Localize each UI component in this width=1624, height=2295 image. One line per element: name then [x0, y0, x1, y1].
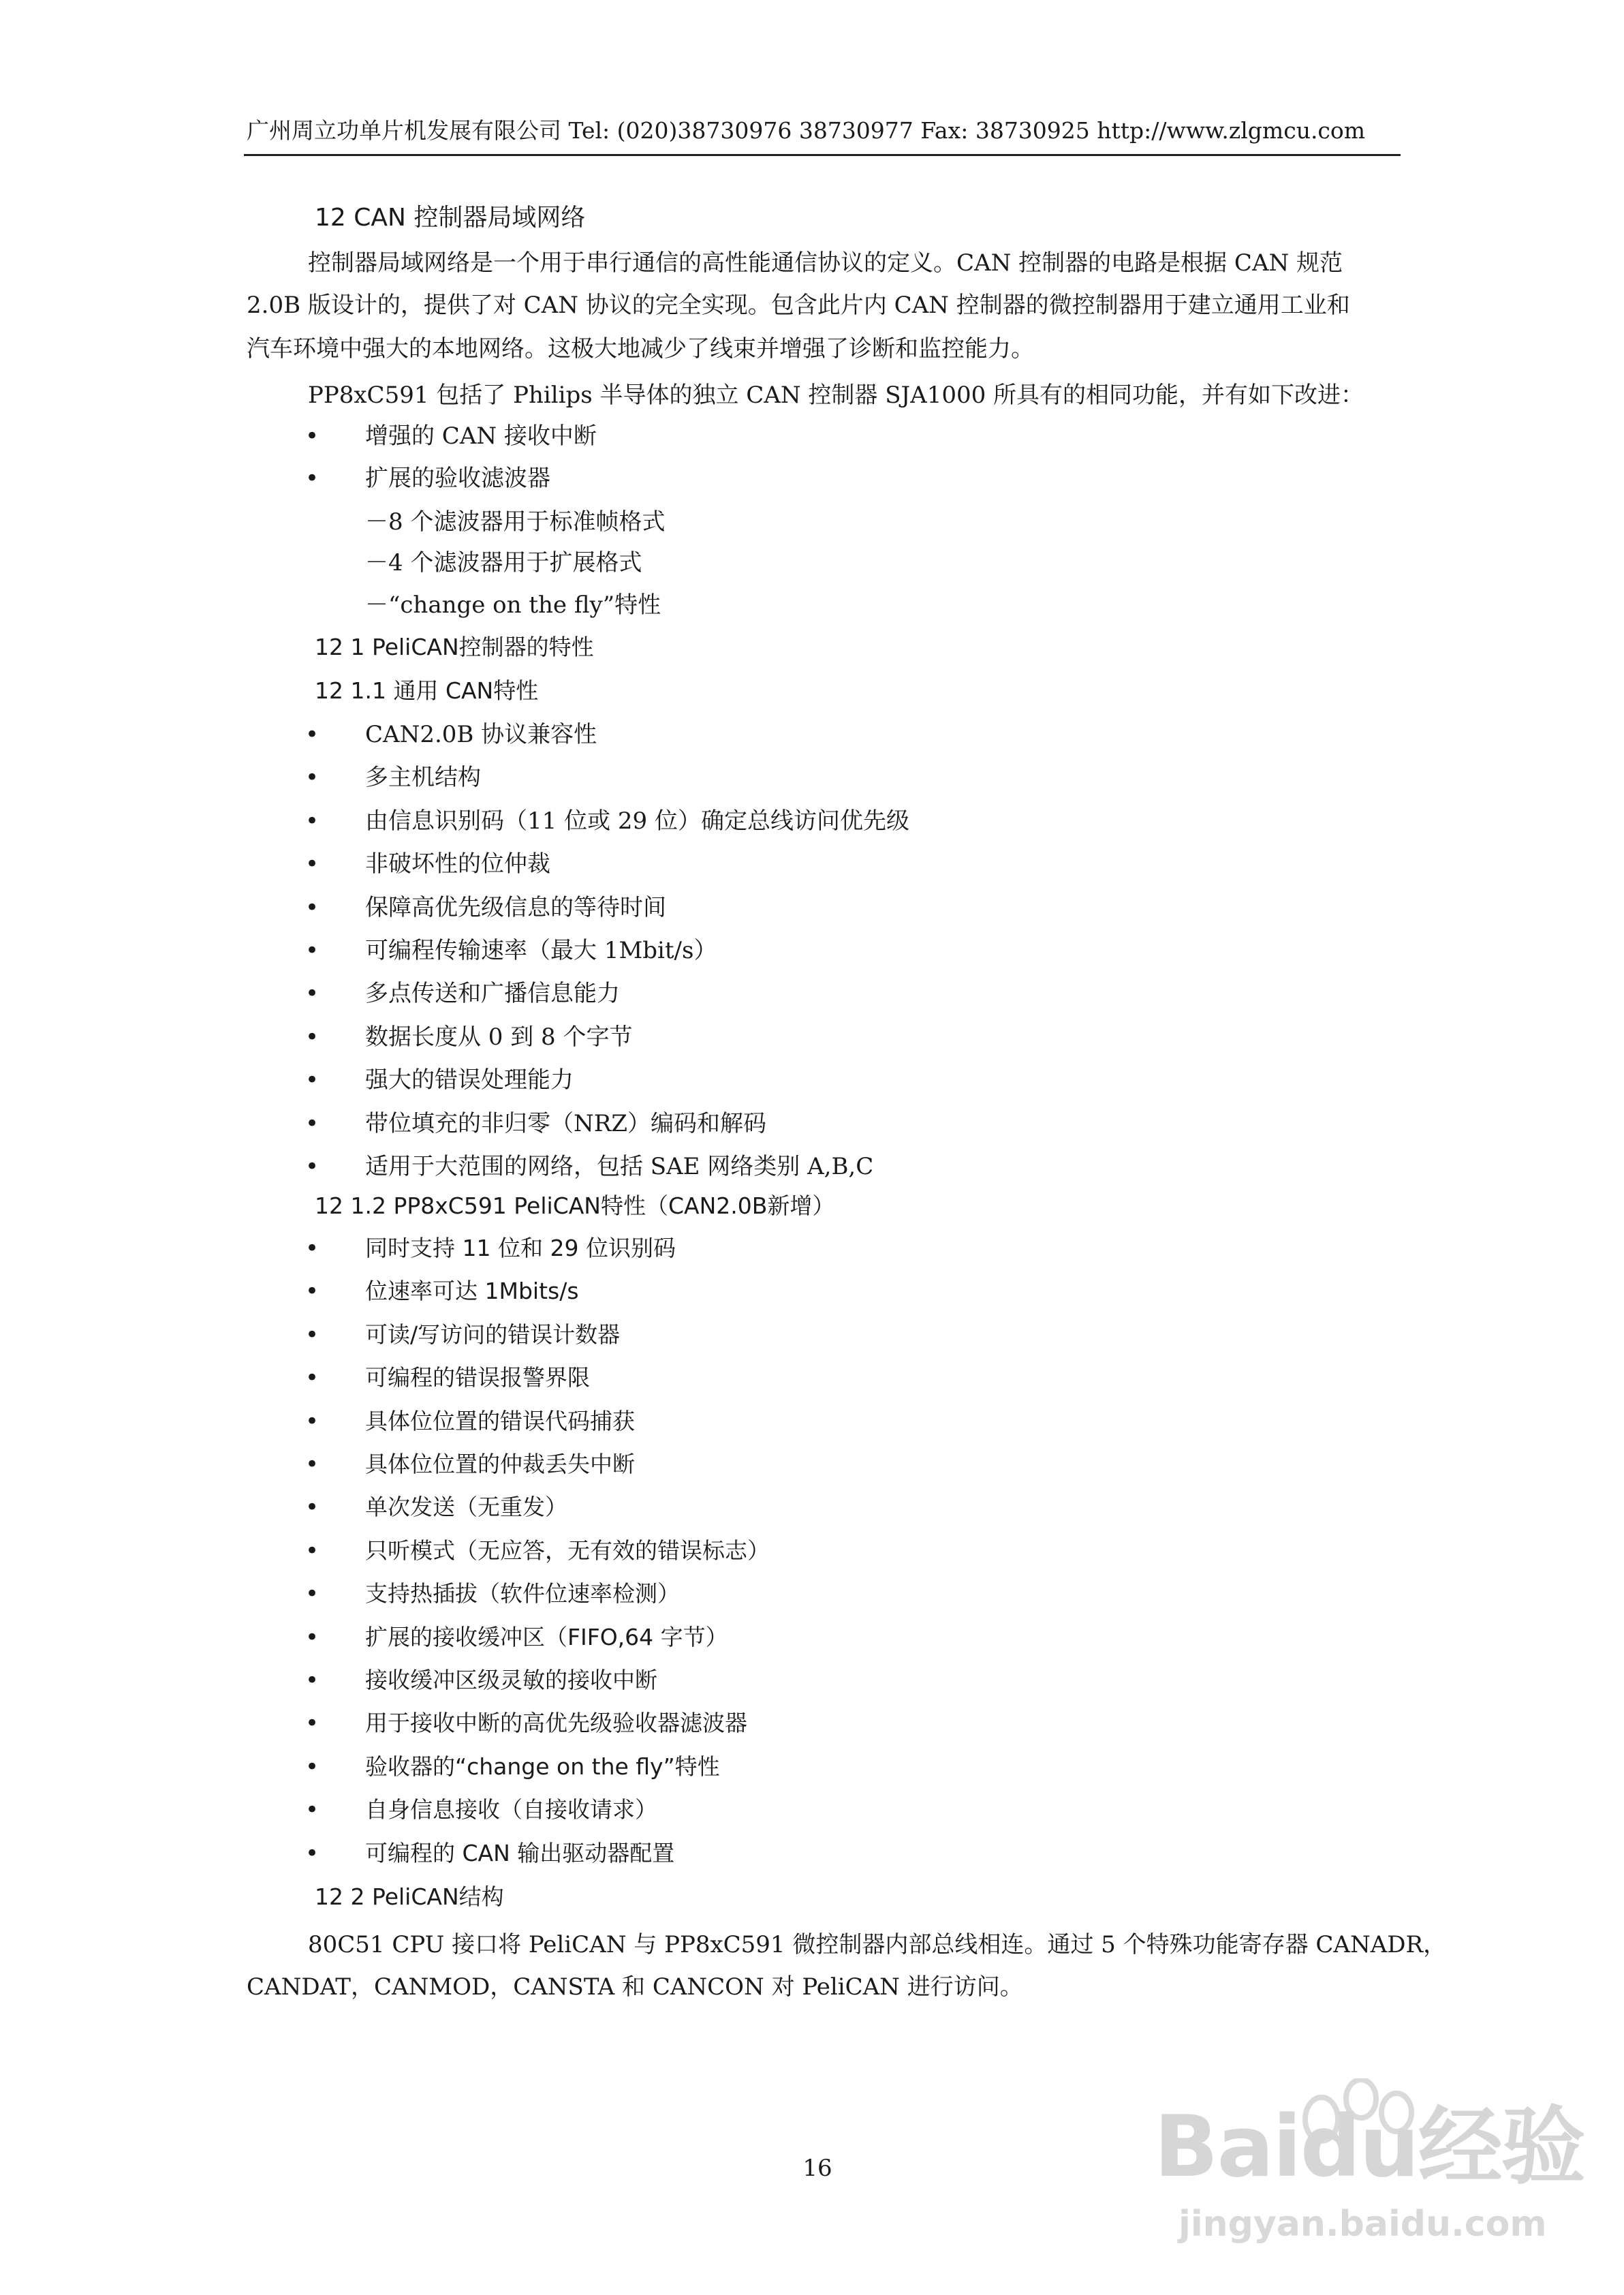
bullet-icon: •: [305, 850, 319, 878]
bullet-icon: •: [305, 1023, 319, 1051]
page-number: 16: [802, 2155, 832, 2182]
bullet-icon: •: [305, 893, 319, 921]
pelican-feature-item-text: 验收器的“change on the fly”特性: [365, 1753, 720, 1780]
bullet-icon: •: [305, 1278, 319, 1306]
general-feature-item-text: 带位填充的非归零（NRZ）编码和解码: [365, 1109, 766, 1137]
bullet-icon: •: [305, 1537, 319, 1565]
pelican-feature-item-text: 只听模式（无应答，无有效的错误标志）: [365, 1537, 770, 1564]
bullet-icon: •: [305, 1407, 319, 1435]
bullet-icon: •: [305, 1321, 319, 1349]
pelican-feature-item-text: 单次发送（无重发）: [365, 1494, 567, 1521]
bullet-icon: •: [305, 980, 319, 1008]
general-feature-item-text: 可编程传输速率（最大 1Mbit/s）: [365, 937, 717, 964]
general-feature-item-text: 多主机结构: [365, 764, 481, 792]
watermark-brand: Baidu经验: [1154, 2098, 1584, 2196]
bullet-icon: •: [305, 1153, 319, 1180]
bullet-icon: •: [305, 1109, 319, 1137]
pelican-feature-item-text: 用于接收中断的高优先级验收器滤波器: [365, 1710, 747, 1737]
intro-line-3: 汽车环境中强大的本地网络。这极大地减少了线束并增强了诊断和监控能力。: [247, 335, 1034, 363]
bullet-icon: •: [305, 1580, 319, 1608]
bullet-icon: •: [305, 1796, 319, 1824]
bullet-icon: •: [305, 937, 319, 964]
bullet-icon: •: [305, 764, 319, 792]
subsection-1-2-heading: 12 1.2 PP8xC591 PeliCAN特性（CAN2.0B新增）: [315, 1192, 835, 1219]
bullet-icon: •: [305, 1451, 319, 1478]
general-feature-item-text: 保障高优先级信息的等待时间: [365, 893, 666, 921]
pelican-feature-item-text: 具体位位置的仲裁丢失中断: [365, 1451, 635, 1477]
pelican-feature-item-text: 接收缓冲区级灵敏的接收中断: [365, 1667, 657, 1693]
pelican-feature-item-text: 自身信息接收（自接收请求）: [365, 1796, 657, 1823]
general-feature-item-text: 强大的错误处理能力: [365, 1066, 574, 1094]
bullet-icon: •: [305, 1235, 319, 1262]
pelican-feature-item-text: 位速率可达 1Mbits/s: [365, 1278, 579, 1305]
intro-line-2: 2.0B 版设计的，提供了对 CAN 协议的完全实现。包含此片内 CAN 控制器的微控制器用于建立通用工业和: [247, 292, 1350, 319]
pelican-feature-item-text: 可编程的 CAN 输出驱动器配置: [365, 1839, 675, 1866]
pelican-feature-item-text: 可编程的错误报警界限: [365, 1364, 590, 1391]
page-header: 广州周立功单片机发展有限公司 Tel: (020)38730976 38730977 Fax: 38730925 http://www.zlgmcu.com: [247, 117, 1366, 144]
bullet-icon: •: [305, 1066, 319, 1094]
intro-summary: PP8xC591 包括了 Philips 半导体的独立 CAN 控制器 SJA1000 所具有的相同功能，并有如下改进：: [308, 382, 1364, 409]
subsection-2-heading: 12 2 PeliCAN结构: [315, 1883, 504, 1910]
pelican-feature-item-text: 同时支持 11 位和 29 位识别码: [365, 1235, 676, 1261]
bullet-icon: •: [305, 721, 319, 748]
subsection-1-heading: 12 1 PeliCAN控制器的特性: [315, 634, 594, 660]
bullet-icon: •: [305, 1839, 319, 1867]
subsection-1-1-heading: 12 1.1 通用 CAN特性: [315, 677, 539, 704]
watermark-url: jingyan.baidu.com: [1178, 2204, 1547, 2245]
bullet-icon: •: [305, 1710, 319, 1738]
filter-detail-2: －4 个滤波器用于扩展格式: [365, 549, 642, 576]
bullet-icon: •: [305, 1623, 319, 1651]
bullet-icon: •: [305, 1364, 319, 1392]
general-feature-item-text: 非破坏性的位仲裁: [365, 850, 550, 878]
pelican-feature-item-text: 扩展的接收缓冲区（FIFO,64 字节）: [365, 1623, 728, 1650]
general-feature-item-text: 数据长度从 0 到 8 个字节: [365, 1023, 633, 1051]
baidu-jingyan-watermark: [1151, 2078, 1584, 2255]
section-title: 12 CAN 控制器局域网络: [315, 204, 586, 232]
pelican-feature-item-text: 具体位位置的错误代码捕获: [365, 1407, 635, 1434]
general-feature-item-text: CAN2.0B 协议兼容性: [365, 721, 597, 748]
general-feature-item-text: 适用于大范围的网络，包括 SAE 网络类别 A,B,C: [365, 1153, 874, 1180]
intro-line-1: 控制器局域网络是一个用于串行通信的高性能通信协议的定义。CAN 控制器的电路是根据 CAN 规范: [308, 249, 1343, 277]
filter-detail-3: －“change on the fly”特性: [365, 591, 661, 619]
bullet-icon: •: [305, 422, 319, 450]
pelican-feature-item-text: 支持热插拔（软件位速率检测）: [365, 1580, 680, 1607]
bullet-icon: •: [305, 465, 319, 492]
bullet-icon: •: [305, 1494, 319, 1522]
structure-line-1: 80C51 CPU 接口将 PeliCAN 与 PP8xC591 微控制器内部总线相连。通过 5 个特殊功能寄存器 CANADR，: [308, 1931, 1447, 1958]
filter-detail-1: －8 个滤波器用于标准帧格式: [365, 508, 666, 536]
general-feature-item-text: 多点传送和广播信息能力: [365, 980, 620, 1008]
header-rule: [244, 154, 1401, 156]
pelican-feature-item-text: 可读/写访问的错误计数器: [365, 1321, 621, 1348]
bullet-icon: •: [305, 1753, 319, 1781]
bullet-icon: •: [305, 1667, 319, 1694]
structure-line-2: CANDAT，CANMOD，CANSTA 和 CANCON 对 PeliCAN 进行访问。: [247, 1973, 1023, 2001]
bullet-icon: •: [305, 807, 319, 835]
improvement-item-text: 增强的 CAN 接收中断: [365, 422, 597, 450]
general-feature-item-text: 由信息识别码（11 位或 29 位）确定总线访问优先级: [365, 807, 909, 835]
improvement-item-text: 扩展的验收滤波器: [365, 465, 550, 492]
